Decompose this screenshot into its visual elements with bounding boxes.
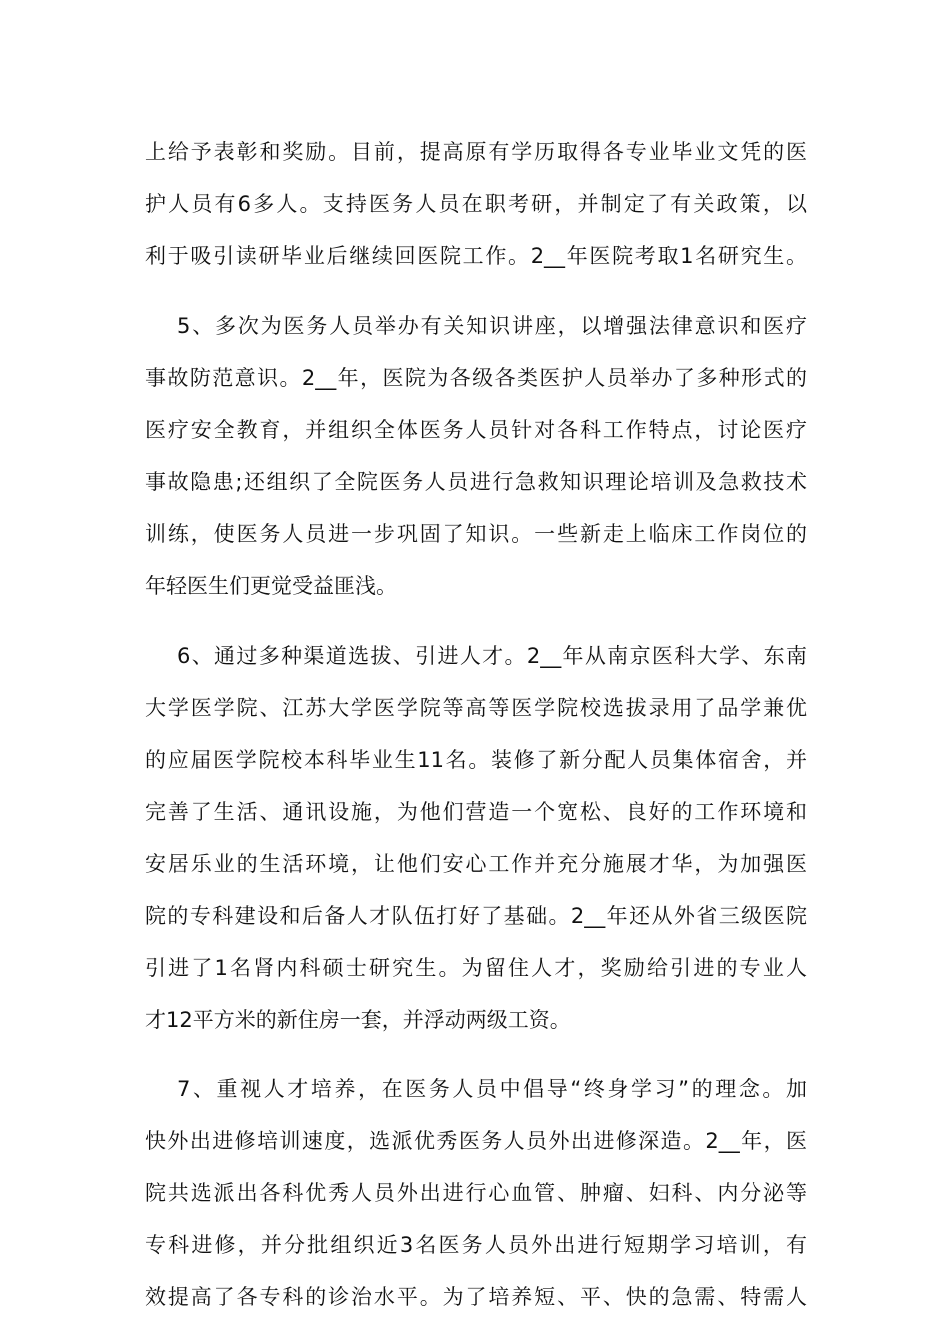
paragraph-first-line: 5、多次为医务人员举办有关知识讲座，以增强法律意识和医疗 bbox=[177, 314, 807, 338]
text-line: 安居乐业的生活环境，让他们安心工作并充分施展才华，为加强医 bbox=[145, 852, 807, 876]
text-line: 大学医学院、江苏大学医学院等高等医学院校选拔录用了品学兼优 bbox=[145, 696, 807, 720]
text-line: 引进了1名肾内科硕士研究生。为留住人才，奖励给引进的专业人 bbox=[145, 956, 807, 980]
paragraph-first-line: 6、通过多种渠道选拔、引进人才。2__年从南京医科大学、东南 bbox=[177, 644, 807, 668]
text-line: 才12平方米的新住房一套，并浮动两级工资。 bbox=[145, 1008, 571, 1032]
text-line: 效提高了各专科的诊治水平。为了培养短、平、快的急需、特需人 bbox=[145, 1285, 807, 1309]
text-line: 的应届医学院校本科毕业生11名。装修了新分配人员集体宿舍，并 bbox=[145, 748, 807, 772]
text-line: 医疗安全教育，并组织全体医务人员针对各科工作特点，讨论医疗 bbox=[145, 418, 807, 442]
text-line: 院共选派出各科优秀人员外出进行心血管、肿瘤、妇科、内分泌等 bbox=[145, 1181, 807, 1205]
text-line: 事故防范意识。2__年，医院为各级各类医护人员举办了多种形式的 bbox=[145, 366, 807, 390]
text-line: 院的专科建设和后备人才队伍打好了基础。2__年还从外省三级医院 bbox=[145, 904, 807, 928]
paragraph-first-line: 7、重视人才培养，在医务人员中倡导“终身学习”的理念。加 bbox=[177, 1077, 807, 1101]
text-line: 事故隐患;还组织了全院医务人员进行急救知识理论培训及急救技术 bbox=[145, 470, 807, 494]
text-line: 上给予表彰和奖励。目前，提高原有学历取得各专业毕业文凭的医 bbox=[145, 140, 807, 164]
text-line: 利于吸引读研毕业后继续回医院工作。2__年医院考取1名研究生。 bbox=[145, 244, 807, 268]
text-line: 专科进修，并分批组织近3名医务人员外出进行短期学习培训，有 bbox=[145, 1233, 807, 1257]
text-line: 完善了生活、通讯设施，为他们营造一个宽松、良好的工作环境和 bbox=[145, 800, 807, 824]
text-line: 训练，使医务人员进一步巩固了知识。一些新走上临床工作岗位的 bbox=[145, 522, 807, 546]
text-line: 护人员有6多人。支持医务人员在职考研，并制定了有关政策，以 bbox=[145, 192, 807, 216]
text-line: 年轻医生们更觉受益匪浅。 bbox=[145, 574, 397, 598]
text-line: 快外出进修培训速度，选派优秀医务人员外出进修深造。2__年，医 bbox=[145, 1129, 807, 1153]
